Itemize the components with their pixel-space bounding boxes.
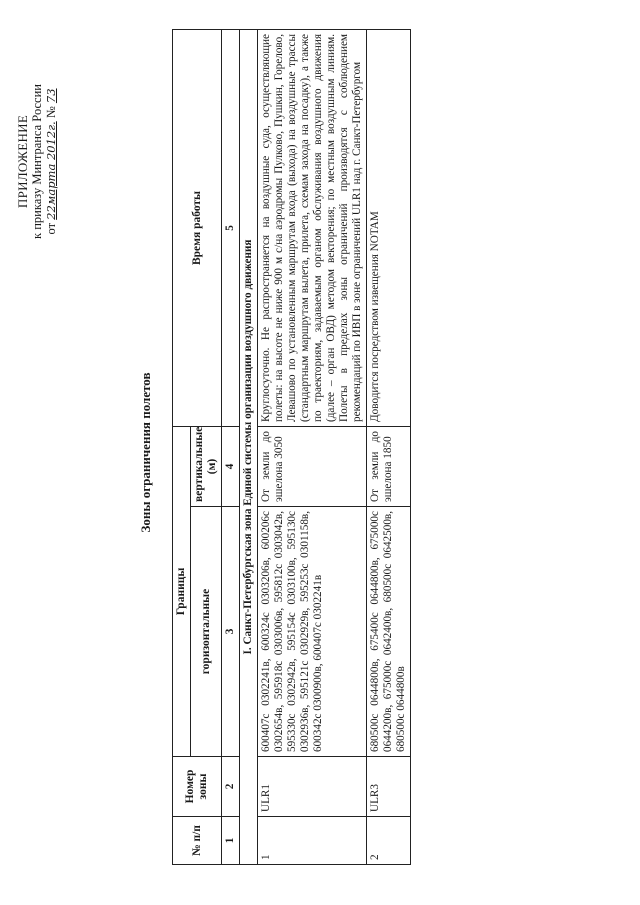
horizontal-bounds: 600407с 0302241в, 600324с 0303206в, 600206с 0302654в, 595918с 0303006в, 595812с 0303042в, 595330с 0302942в, 595154с 0303100в, 595130с 0302936в, 595121с 0302929в, 595253с 0301158в, 600342с 0300900в, 600407с 0302241в — [258, 507, 367, 757]
table-row — [367, 29, 411, 864]
column-number: 3 — [222, 507, 240, 757]
page-title: Зоны ограничения полетов — [138, 372, 153, 533]
column-number: 5 — [222, 29, 240, 426]
vertical-bounds: От земли до эшелона 3050 — [258, 426, 367, 506]
section-row — [240, 29, 258, 864]
section-heading: I. Санкт-Петербургская зона Единой системы организации воздушного движения — [240, 29, 258, 864]
order-date-line — [44, 84, 58, 239]
horizontal-bounds: 680500с 0644800в, 675400с 0644800в, 675000с 0644200в, 675000с 0642400в, 680500с 0642500в, 680500с 0644800в — [367, 507, 411, 757]
column-number: 4 — [222, 426, 240, 506]
row-number: 1 — [258, 817, 367, 865]
column-number: 2 — [222, 757, 240, 817]
column-number-row — [222, 29, 240, 864]
operating-time: Круглосуточно. Не распространяется на воздушные суда, осуществляющие полеты: на высоте не ниже 900 м с/на аэродромы Пулково, Пушкин, Горелово, Левашово по установленным маршрутам входа (выхода) на воздушные трассы (стандартным маршрутам вылета, прилета, схемам захода на посадку), а также по траекториям, задаваемым органом обслуживания воздушного движения (далее – орган ОВД) методом векторения; по местным воздушным линиям. Полеты в пределах зоны ограничений производятся с соблюдением рекомендаций по ИВП в зоне ограничений ULR1 над г. Санкт-Петербургом — [258, 29, 367, 426]
col-header-bounds: Границы — [173, 426, 191, 756]
order-reference: к приказу Минтранса России — [30, 84, 44, 239]
header-row-1 — [173, 29, 191, 864]
col-header-time: Время работы — [173, 29, 222, 426]
number-prefix: № — [44, 106, 58, 119]
zone-id: ULR1 — [258, 757, 367, 817]
order-date: 22марта 2012г. — [44, 121, 58, 220]
document-header — [16, 84, 58, 239]
column-number: 1 — [222, 817, 240, 865]
appendix-label: ПРИЛОЖЕНИЕ — [15, 114, 30, 209]
col-header-horizontal: горизонтальные — [191, 507, 222, 757]
col-header-zone: Номер зоны — [173, 757, 222, 817]
table-row — [258, 29, 367, 864]
col-header-vertical: вертикальные (м) — [191, 426, 222, 506]
vertical-bounds: От земли до эшелона 1850 — [367, 426, 411, 506]
row-number: 2 — [367, 817, 411, 865]
col-header-no: № п/п — [173, 817, 222, 865]
order-number: 73 — [44, 88, 58, 104]
date-prefix: от — [44, 222, 58, 235]
zone-id: ULR3 — [367, 757, 411, 817]
restriction-zones-table — [172, 29, 411, 865]
operating-time: Доводится посредством извещения NOTAM — [367, 29, 411, 426]
